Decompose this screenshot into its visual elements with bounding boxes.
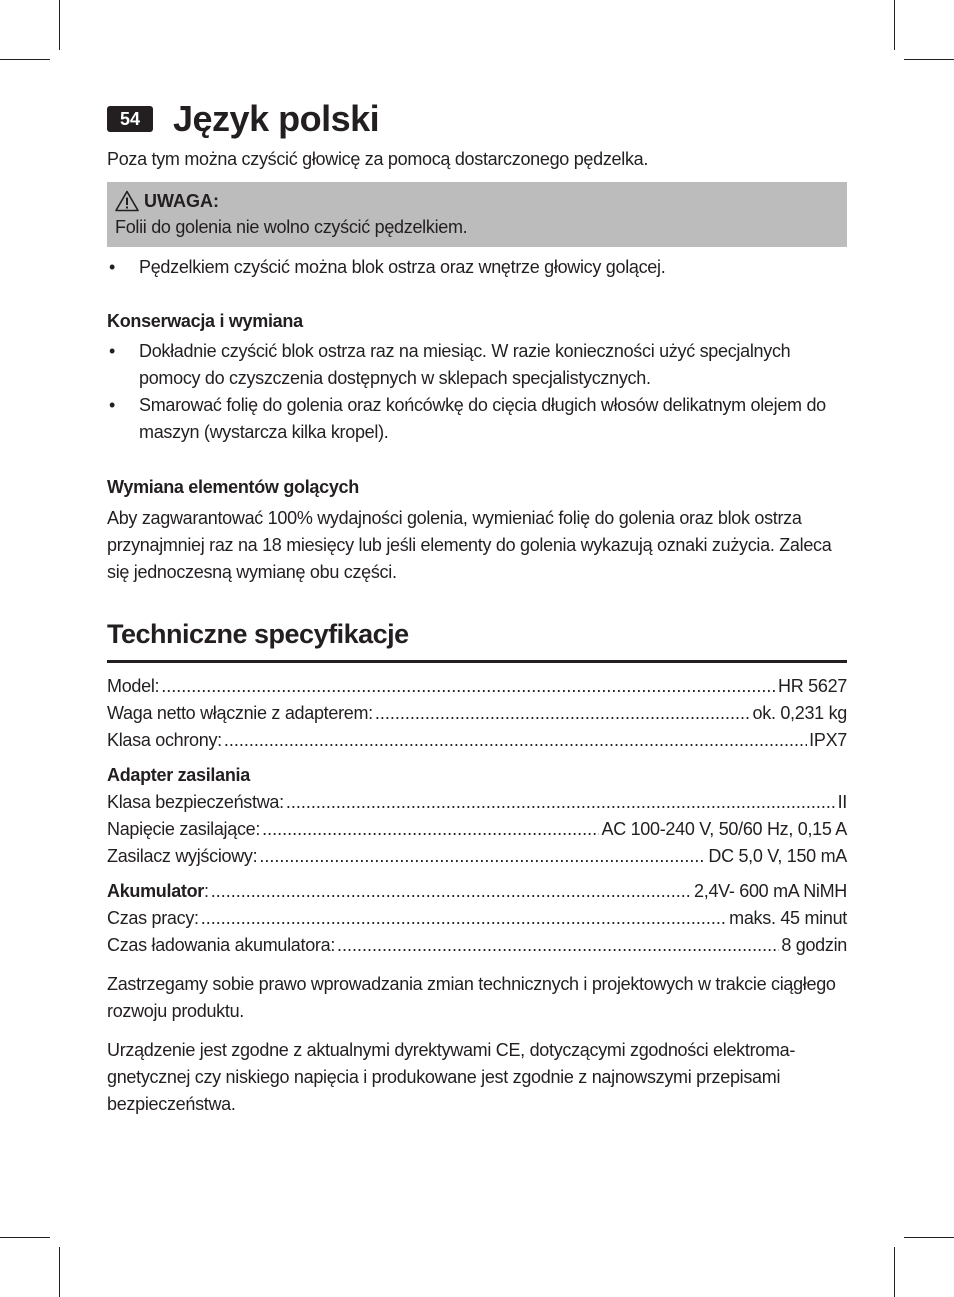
battery-colon: : [204, 881, 209, 901]
notes-paragraph: Urządzenie jest zgodne z aktualnymi dyrektywami CE, dotyczącymi zgodności elektroma-gnetycznej czy niskiego napięcia i produkowane jest zgodnie z najnowszymi przepisami bezpieczeństwa. [107, 1040, 796, 1114]
warning-box [107, 182, 847, 247]
battery-label: Akumulator [107, 881, 205, 901]
crop-mark [894, 0, 895, 50]
dot-leader [337, 932, 779, 959]
spec-label: Czas ładowania akumulatora: [107, 935, 336, 955]
warning-text: Folii do golenia nie wolno czyścić pędzelkiem. [115, 217, 468, 237]
section-heading-konserwacja: Konserwacja i wymiana [107, 311, 303, 331]
section-heading-wymiana: Wymiana elementów golących [107, 477, 359, 497]
page-number: 54 [107, 106, 153, 132]
dot-leader [262, 816, 599, 843]
spec-value: maks. 45 minut [729, 908, 847, 928]
spec-row [107, 700, 847, 727]
spec-value: II [837, 792, 847, 812]
notes-paragraph: Zastrzegamy sobie prawo wprowadzania zmian technicznych i projektowych w trakcie ciągłego rozwoju produktu. [107, 974, 836, 1021]
page-header [107, 100, 847, 138]
spec-value: DC 5,0 V, 150 mA [708, 846, 847, 866]
dot-leader [201, 905, 727, 932]
crop-mark [904, 59, 954, 60]
warning-triangle-icon [115, 190, 139, 212]
spec-row [107, 816, 847, 843]
crop-mark [59, 1247, 60, 1297]
crop-mark [0, 1237, 50, 1238]
spec-row [107, 932, 847, 959]
spec-subheading-adapter: Adapter zasilania [107, 765, 250, 785]
spec-value: AC 100-240 V, 50/60 Hz, 0,15 A [601, 819, 847, 839]
spec-label: Czas pracy: [107, 908, 199, 928]
spec-label: Zasilacz wyjściowy: [107, 846, 258, 866]
spec-row [107, 843, 847, 870]
dot-leader [259, 843, 706, 870]
dot-leader [211, 878, 692, 905]
crop-mark [59, 0, 60, 50]
spec-label: Klasa ochrony: [107, 730, 222, 750]
list-item: • Pędzelkiem czyścić można blok ostrza oraz wnętrze głowicy golącej. [107, 254, 847, 281]
list-item: • Smarować folię do golenia oraz końcówkę do cięcia długich włosów delikatnym olejem do maszyn (wystarcza kilka kropel). [107, 392, 847, 446]
warning-heading [115, 188, 839, 214]
page-title: Język polski [173, 98, 380, 139]
cleaning-list [107, 254, 847, 281]
crop-mark [0, 59, 50, 60]
spec-label: Model: [107, 676, 160, 696]
dot-leader [286, 789, 836, 816]
spec-battery [107, 878, 847, 959]
spec-value: 2,4V- 600 mA NiMH [694, 881, 847, 901]
dot-leader [224, 727, 807, 754]
spec-row [107, 878, 847, 905]
warning-label: UWAGA: [144, 191, 219, 211]
spec-value: HR 5627 [778, 676, 847, 696]
dot-leader [375, 700, 751, 727]
spec-row [107, 789, 847, 816]
spec-row [107, 673, 847, 700]
spec-value: ok. 0,231 kg [752, 703, 847, 723]
spec-label: Napięcie zasilające: [107, 819, 261, 839]
spec-value: IPX7 [809, 730, 847, 750]
spec-row [107, 727, 847, 754]
spec-adapter [107, 789, 847, 870]
specs-heading: Techniczne specyfikacje [107, 614, 847, 663]
intro-paragraph: Poza tym można czyścić głowicę za pomocą dostarczonego pędzelka. [107, 149, 649, 169]
spec-value: 8 godzin [781, 935, 847, 955]
maintenance-list [107, 338, 847, 446]
crop-mark [904, 1237, 954, 1238]
list-item: • Dokładnie czyścić blok ostrza raz na miesiąc. W razie konieczności użyć specjalnych pomocy do czyszczenia dostępnych w sklepach specjalistycznych. [107, 338, 847, 392]
page-content [107, 100, 847, 1118]
crop-mark [894, 1247, 895, 1297]
replacement-paragraph: Aby zagwarantować 100% wydajności golenia, wymieniać folię do golenia oraz blok ostrza przynajmniej raz na 18 miesięcy lub jeśli elementy do golenia wykazują oznaki zużycia. Zaleca się jednoczesną wymianę obu części. [107, 508, 832, 582]
spec-row [107, 905, 847, 932]
spec-label [107, 878, 209, 905]
dot-leader [161, 673, 776, 700]
spec-label: Klasa bezpieczeństwa: [107, 792, 284, 812]
spec-label: Waga netto włącznie z adapterem: [107, 703, 373, 723]
spec-general [107, 673, 847, 754]
